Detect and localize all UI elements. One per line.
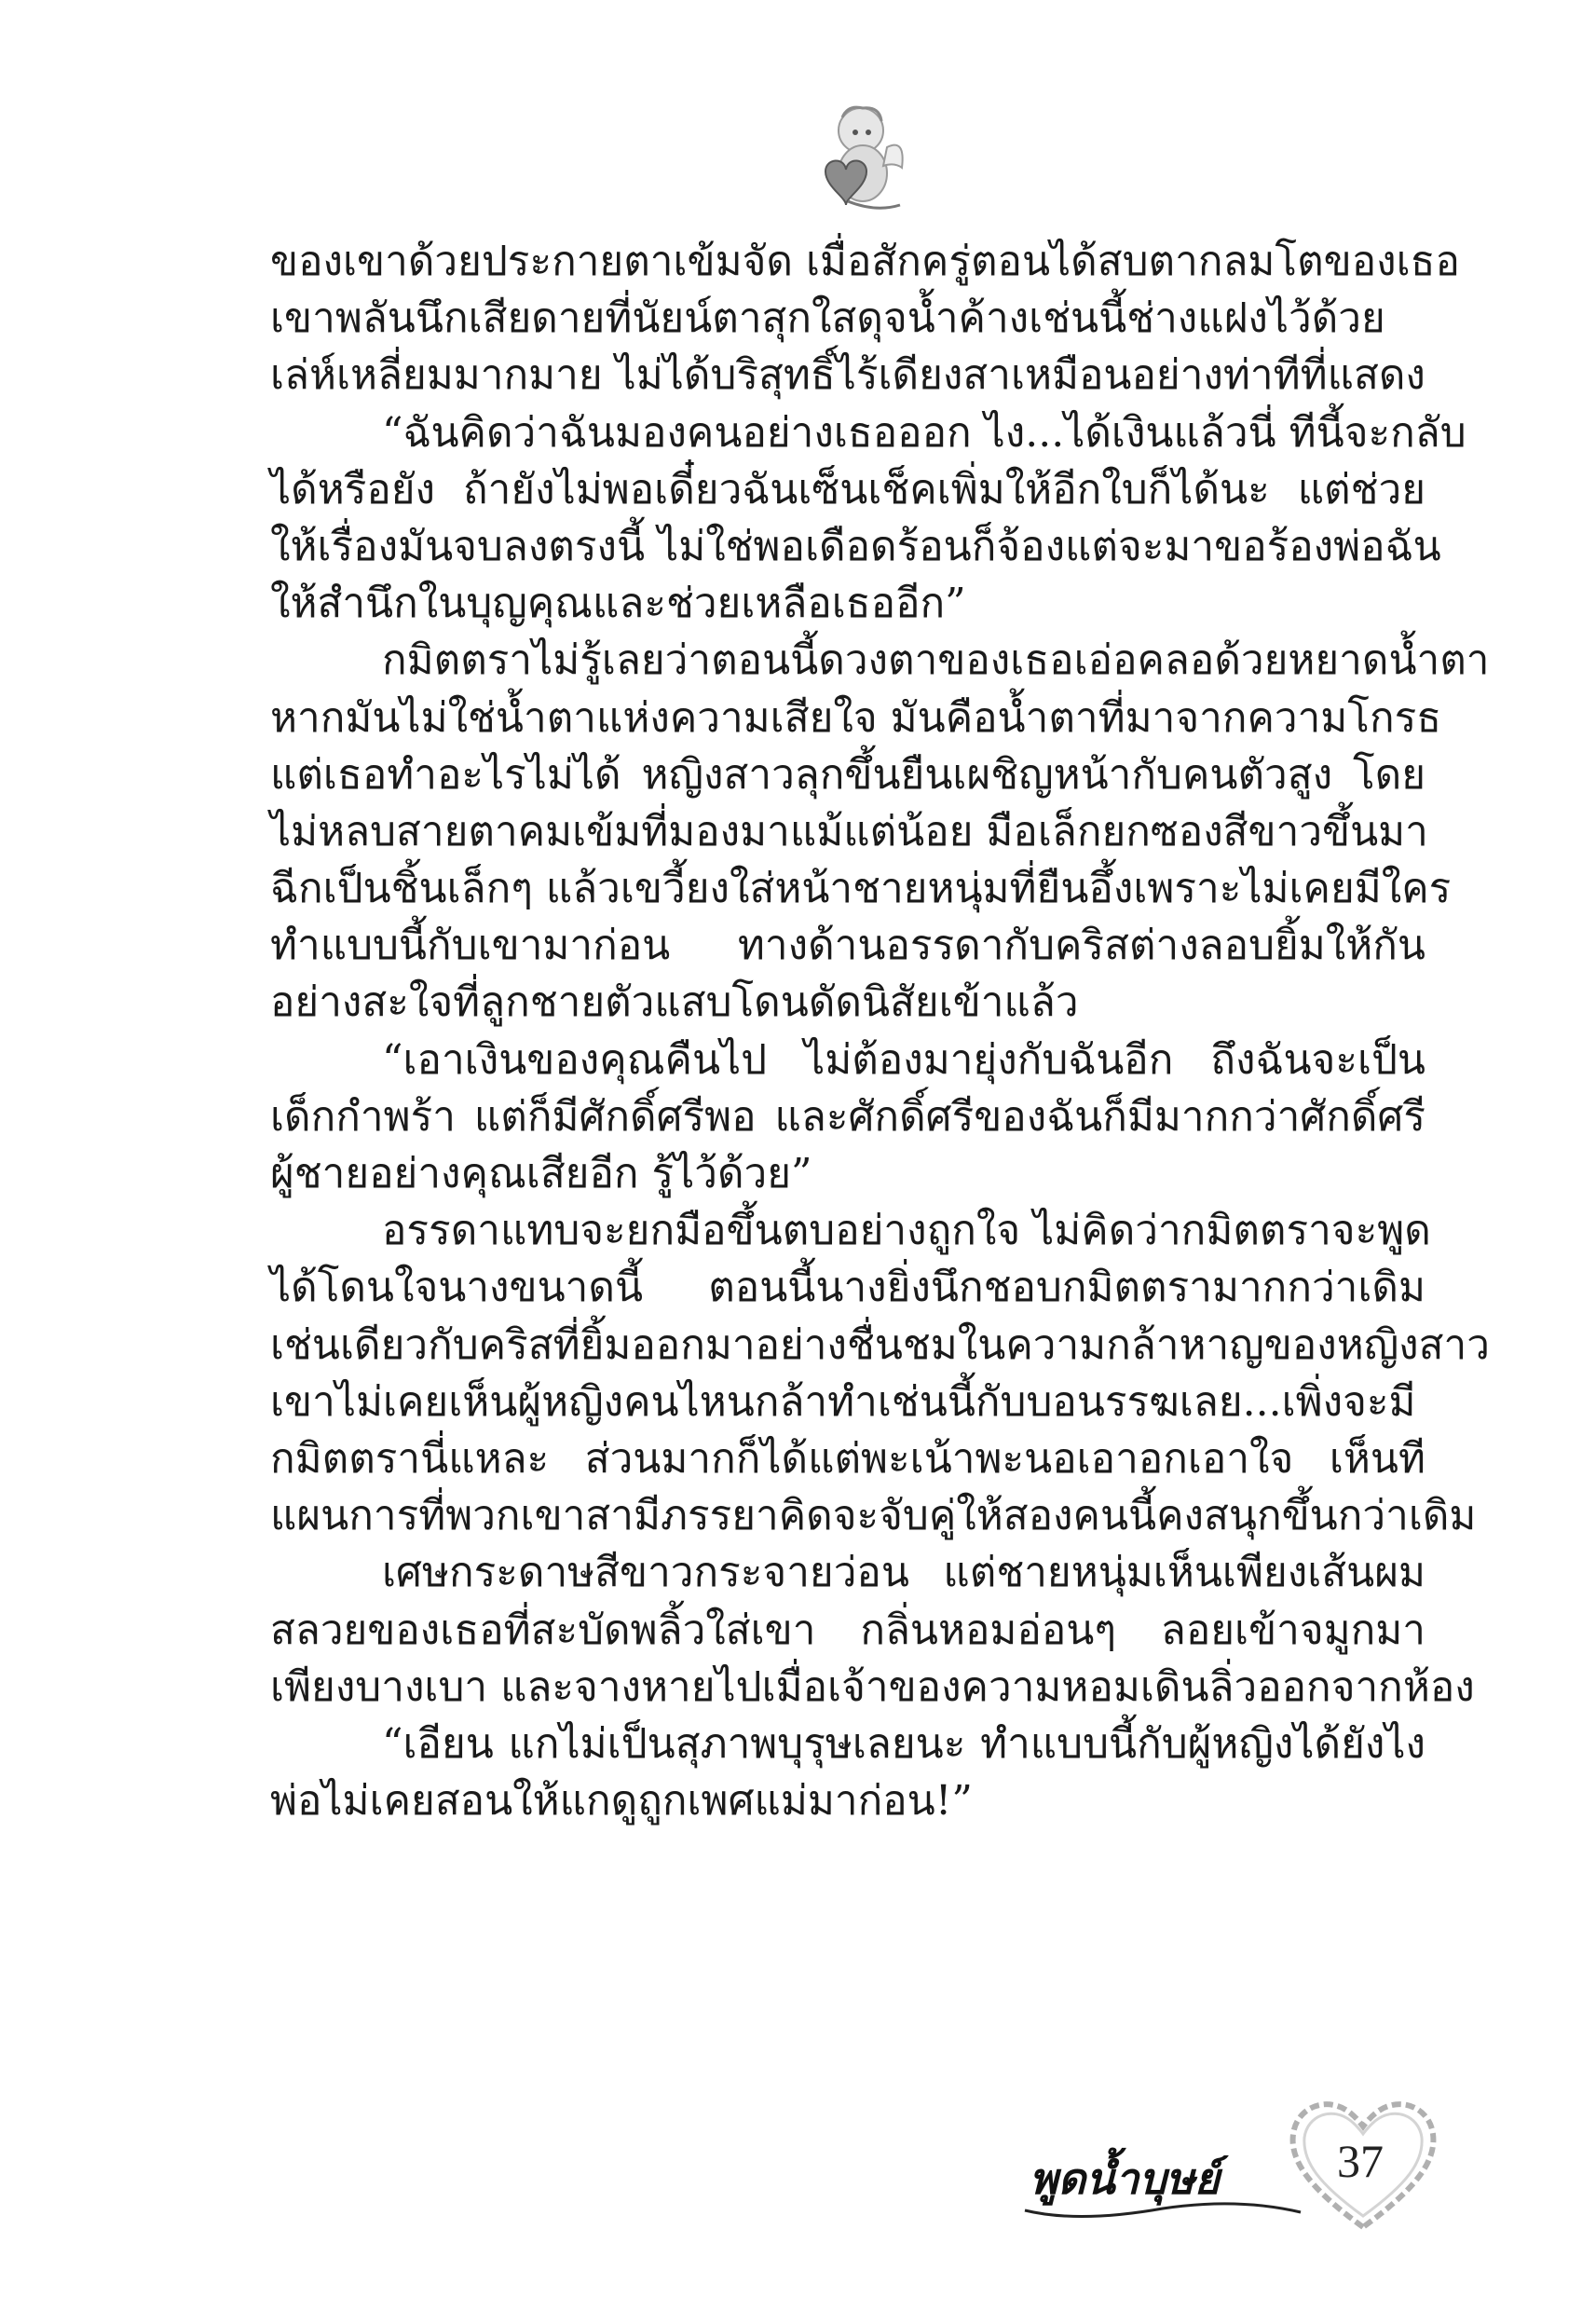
text-line: ให้สำนึกในบุญคุณและช่วยเหลือเธออีก”	[270, 580, 966, 628]
body-text	[270, 233, 1490, 1829]
text-line: ทำแบบนี้กับเขามาก่อน ทางด้านอรรดากับคริสต่างลอบยิ้มให้กัน	[270, 922, 1425, 970]
text-line: “ฉันคิดว่าฉันมองคนอย่างเธอออก ไง...ได้เงินแล้วนี่ ทีนี้จะกลับ	[382, 408, 1466, 457]
text-line: เขาไม่เคยเห็นผู้หญิงคนไหนกล้าทำเช่นนี้กับบอนรรฆเลย...เพิ่งจะมี	[270, 1377, 1416, 1426]
page-number: 37	[1337, 2135, 1384, 2187]
book-title: พูดน้ำบุษย์	[1030, 2154, 1220, 2204]
text-line: หากมันไม่ใช่น้ำตาแห่งความเสียใจ มันคือน้ำตาที่มาจากความโกรธ	[270, 693, 1442, 742]
text-line: ผู้ชายอย่างคุณเสียอีก รู้ไว้ด้วย”	[270, 1150, 812, 1197]
text-line: แผนการที่พวกเขาสามีภรรยาคิดจะจับคู่ให้สองคนนี้คงสนุกขึ้นกว่าเดิม	[270, 1492, 1477, 1540]
text-line: เศษกระดาษสีขาวกระจายว่อน แต่ชายหนุ่มเห็นเพียงเส้นผม	[382, 1549, 1425, 1597]
text-line: ไม่หลบสายตาคมเข้มที่มองมาแม้แต่น้อย มือเล็กยกซองสีขาวขึ้นมา	[270, 807, 1428, 855]
text-line: กมิตตราไม่รู้เลยว่าตอนนี้ดวงตาของเธอเอ่อคลอด้วยหยาดน้ำตา	[382, 636, 1490, 685]
text-line: ให้เรื่องมันจบลงตรงนี้ ไม่ใช่พอเดือดร้อนก็จ้องแต่จะมาขอร้องพ่อฉัน	[270, 522, 1441, 570]
title-swash-decoration	[1023, 2192, 1303, 2229]
text-line: กมิตตรานี่แหละ ส่วนมากก็ได้แต่พะเน้าพะนอเอาอกเอาใจ เห็นที	[270, 1434, 1425, 1483]
text-line: พ่อไม่เคยสอนให้แกดูถูกเพศแม่มาก่อน!”	[270, 1777, 973, 1826]
text-line: “เอาเงินของคุณคืนไป ไม่ต้องมายุ่งกับฉันอีก ถึงฉันจะเป็น	[382, 1035, 1425, 1084]
text-line: อรรดาแทบจะยกมือขึ้นตบอย่างถูกใจ ไม่คิดว่ากมิตตราจะพูด	[382, 1207, 1431, 1255]
text-line: ได้หรือยัง ถ้ายังไม่พอเดี๋ยวฉันเซ็นเช็คเพิ่มให้อีกใบก็ได้นะ แต่ช่วย	[270, 465, 1425, 513]
cherub-with-heart-icon	[790, 101, 909, 222]
text-line: เล่ห์เหลี่ยมมากมาย ไม่ได้บริสุทธิ์ไร้เดียงสาเหมือนอย่างท่าทีที่แสดง	[270, 351, 1425, 400]
text-line: เขาพลันนึกเสียดายที่นัยน์ตาสุกใสดุจน้ำค้างเช่นนี้ช่างแฝงไว้ด้วย	[270, 294, 1385, 343]
text-line: ของเขาด้วยประกายตาเข้มจัด เมื่อสักครู่ตอนได้สบตากลมโตของเธอ	[270, 238, 1460, 285]
text-line: “เอียน แกไม่เป็นสุภาพบุรุษเลยนะ ทำแบบนี้กับผู้หญิงได้ยังไง	[382, 1719, 1425, 1768]
text-line: ได้โดนใจนางขนาดนี้ ตอนนี้นางยิ่งนึกชอบกมิตตรามากกว่าเดิม	[270, 1264, 1425, 1312]
text-line: อย่างสะใจที่ลูกชายตัวแสบโดนดัดนิสัยเข้าแล้ว	[270, 978, 1079, 1027]
text-line: เช่นเดียวกับคริสที่ยิ้มออกมาอย่างชื่นชมในความกล้าหาญของหญิงสาว	[270, 1320, 1490, 1369]
text-line: เด็กกำพร้า แต่ก็มีศักดิ์ศรีพอ และศักดิ์ศรีของฉันก็มีมากกว่าศักดิ์ศรี	[270, 1092, 1425, 1141]
text-line: สลวยของเธอที่สะบัดพลิ้วใส่เขา กลิ่นหอมอ่อนๆ ลอยเข้าจมูกมา	[270, 1606, 1425, 1654]
text-line: ฉีกเป็นชิ้นเล็กๆ แล้วเขวี้ยงใส่หน้าชายหนุ่มที่ยืนอึ้งเพราะไม่เคยมีใคร	[270, 865, 1452, 913]
text-line: เพียงบางเบา และจางหายไปเมื่อเจ้าของความหอมเดินลิ่วออกจากห้อง	[270, 1662, 1475, 1711]
text-line: แต่เธอทำอะไรไม่ได้ หญิงสาวลุกขึ้นยืนเผชิญหน้ากับคนตัวสูง โดย	[270, 750, 1425, 799]
